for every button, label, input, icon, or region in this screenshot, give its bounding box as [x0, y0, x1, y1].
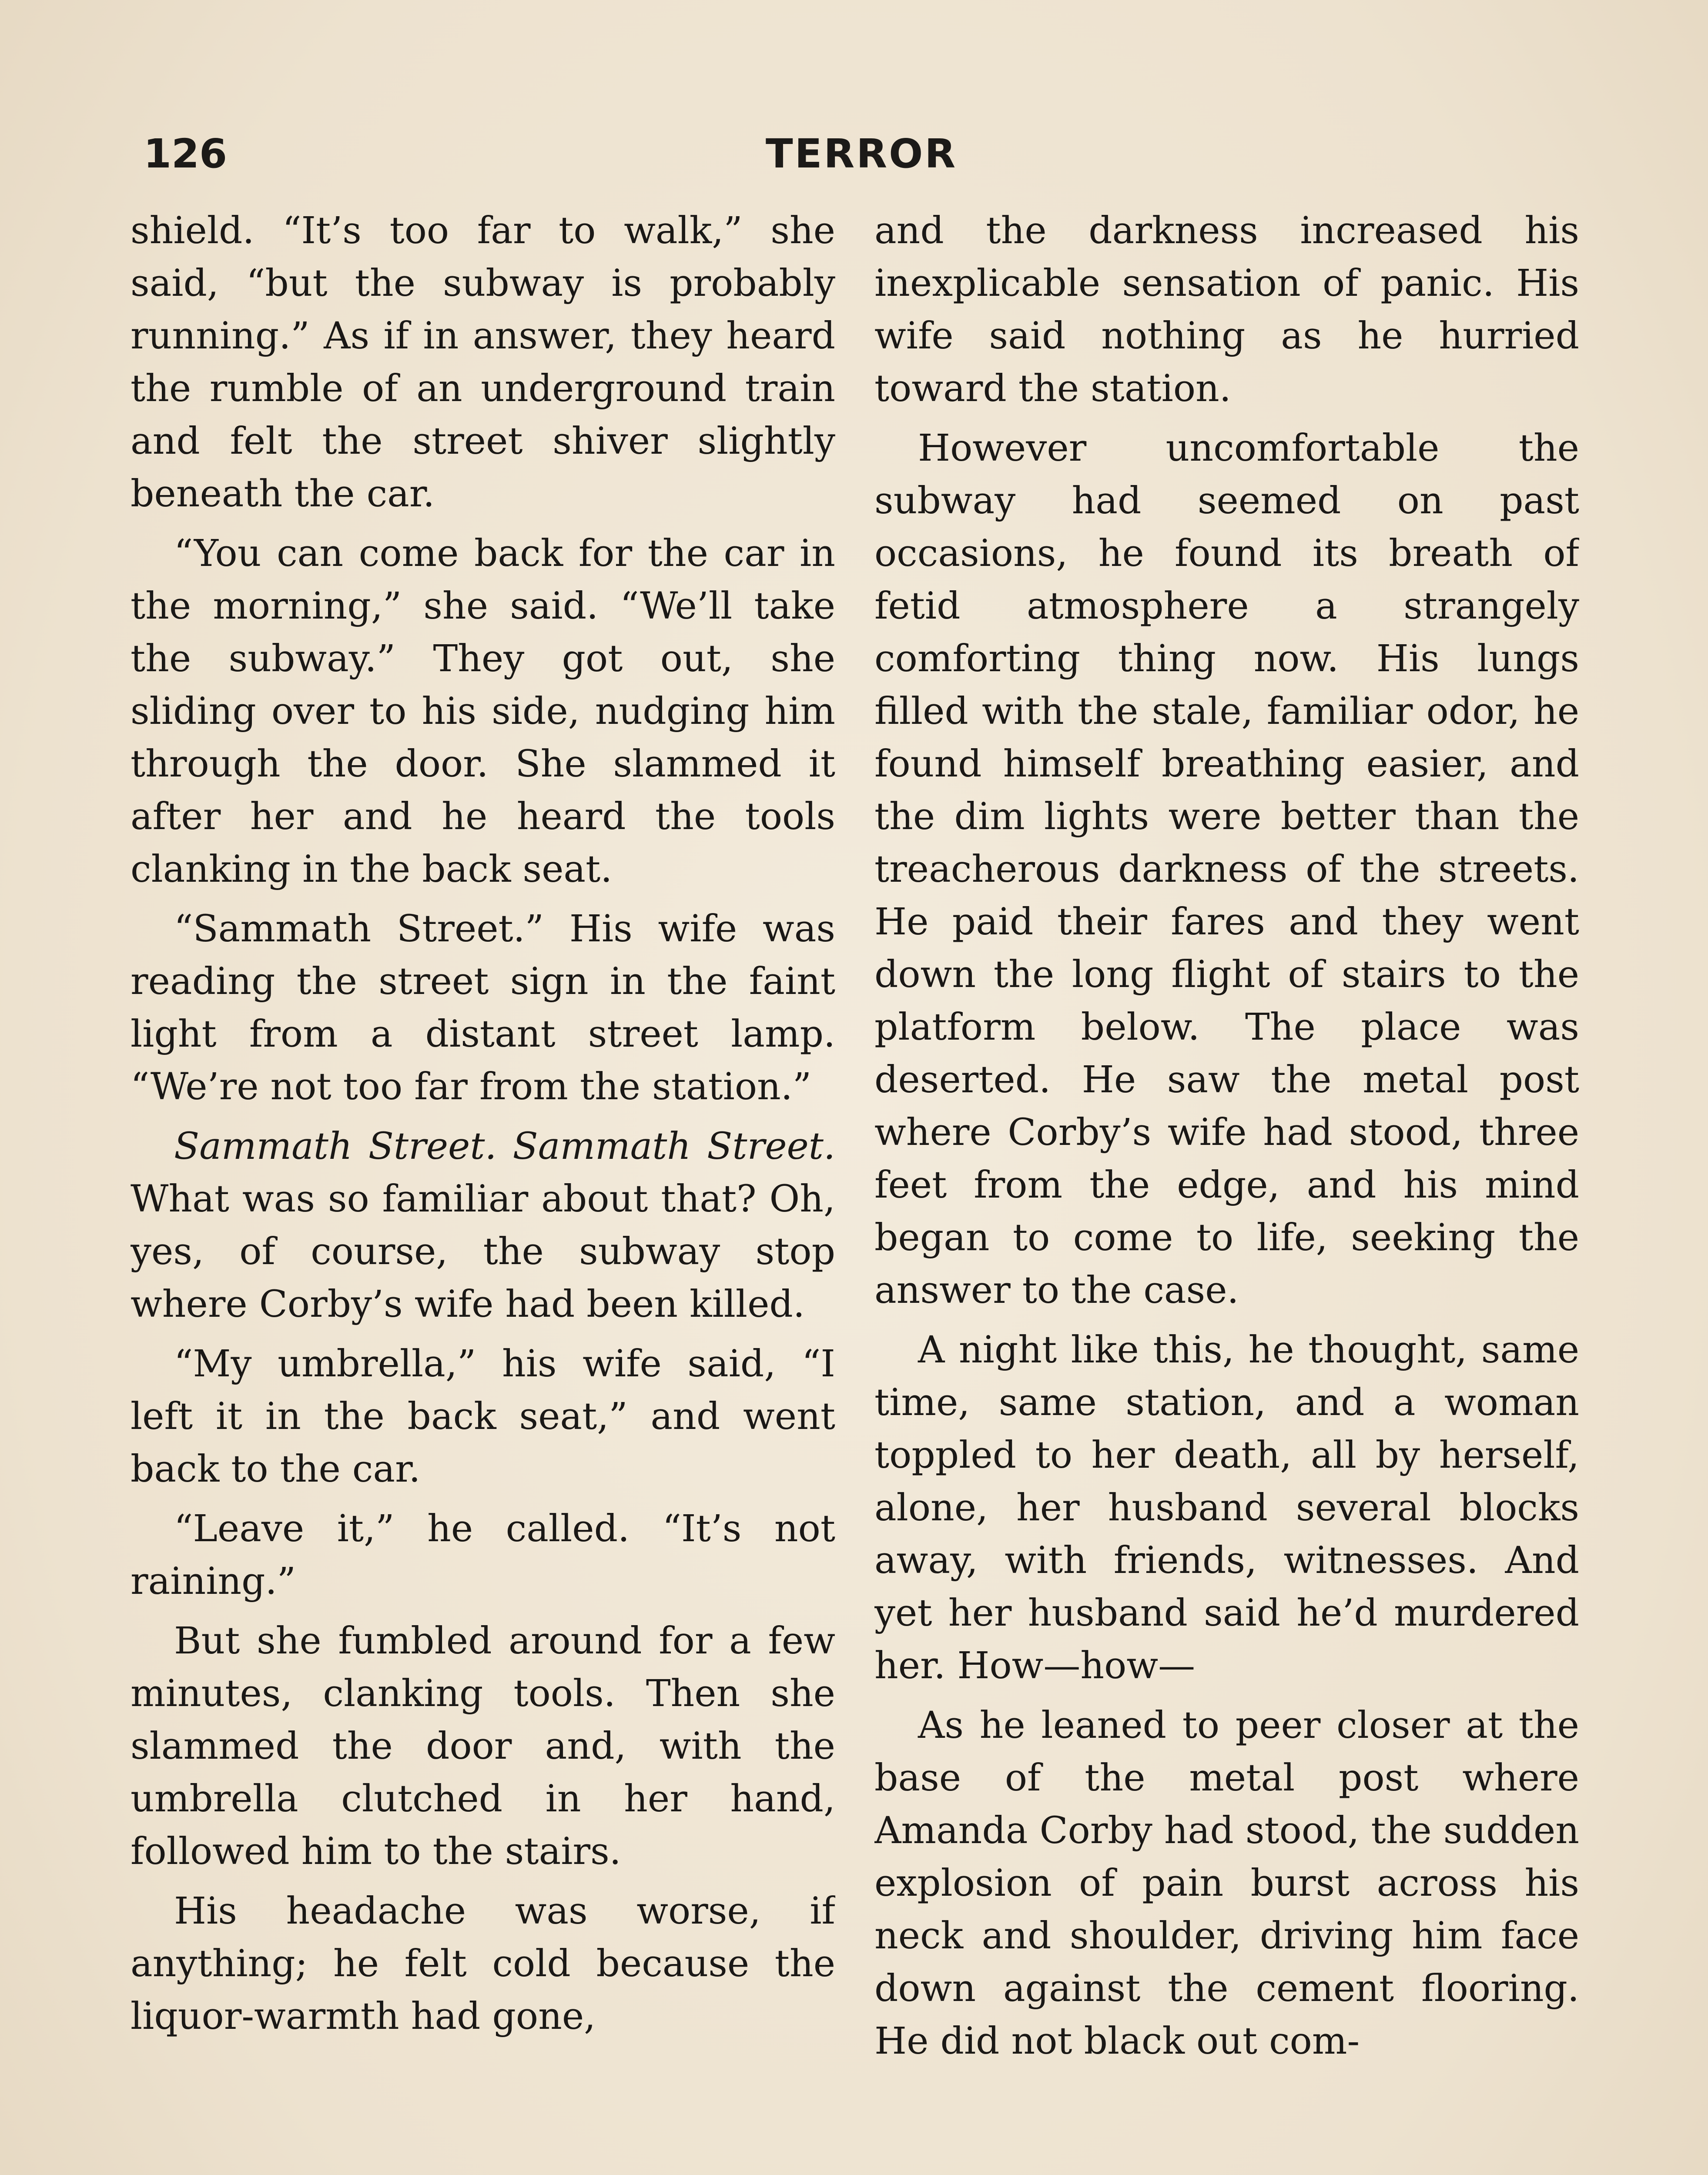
paragraph: “You can come back for the car in the morning,” she said. “We’ll take the subway.” They got out, she sliding over to his side, nudging him through the door. She slammed it after her and he heard the tools clanking in the back seat. — [131, 532, 835, 891]
paragraph: But she fumbled around for a few minutes, clanking tools. Then she slammed the door and, with the umbrella clutched in her hand, followed him to the stairs. — [131, 1620, 835, 1873]
paragraph: “Sammath Street.” His wife was reading the street sign in the faint light from a distant street lamp. “We’re not too far from the station.” — [131, 907, 835, 1108]
running-title: TERROR — [765, 130, 958, 177]
paragraph-text: What was so familiar about that? Oh, yes, of course, the subway stop where Corby’s wife had been killed. — [131, 1178, 835, 1326]
paragraph: His headache was worse, if anything; he felt cold because the liquor-warmth had gone, — [131, 1890, 835, 2038]
paragraph: A night like this, he thought, same time, same station, and a woman toppled to her death, all by herself, alone, her husband several blocks away, with friends, witnesses. And yet her husband said he’d murdered her. How—how— — [874, 1328, 1579, 1687]
right-column — [874, 204, 1579, 2175]
italic-street-name: Sammath Street. Sammath Street. — [174, 1125, 835, 1168]
left-column — [131, 204, 835, 2175]
paragraph: “My umbrella,” his wife said, “I left it in the back seat,” and went back to the car. — [131, 1342, 835, 1491]
paragraph: “Leave it,” he called. “It’s not raining.” — [131, 1507, 835, 1603]
page-number: 126 — [144, 130, 228, 177]
paragraph: As he leaned to peer closer at the base of the metal post where Amanda Corby had stood, the sudden explosion of pain burst across his neck and shoulder, driving him face down against the cement flooring. He did not black out com- — [874, 1704, 1579, 2063]
page-header — [144, 130, 1579, 187]
paragraph — [131, 1120, 835, 1331]
paragraph: and the darkness increased his inexplicable sensation of panic. His wife said nothing as he hurried toward the station. — [874, 209, 1579, 410]
text-columns — [131, 204, 1579, 2175]
paragraph: shield. “It’s too far to walk,” she said, “but the subway is probably running.” As if in answer, they heard the rumble of an underground train and felt the street shiver slightly beneath the car. — [131, 209, 835, 515]
paragraph: However uncomfortable the subway had seemed on past occasions, he found its breath of fetid atmosphere a strangely comforting thing now. His lungs filled with the stale, familiar odor, he found himself breathing easier, and the dim lights were better than the treacherous darkness of the streets. He paid their fares and they went down the long flight of stairs to the platform below. The place was deserted. He saw the metal post where Corby’s wife had stood, three feet from the edge, and his mind began to come to life, seeking the answer to the case. — [874, 427, 1579, 1312]
